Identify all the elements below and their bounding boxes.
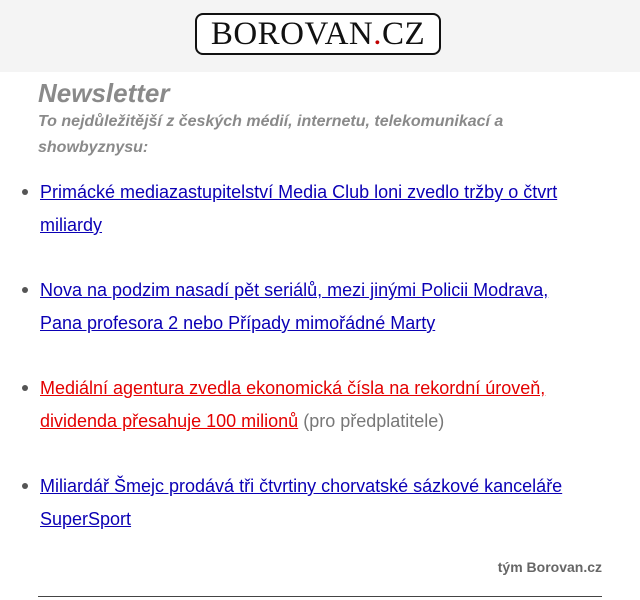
newsletter-title: Newsletter	[38, 78, 170, 108]
news-link-1[interactable]: Primácké mediazastupitelství Media Club loni zvedlo tržby o čtvrt miliardy	[40, 182, 558, 235]
bullet-icon	[22, 189, 28, 195]
list-item	[40, 176, 572, 242]
list-item	[40, 470, 572, 536]
news-link-4[interactable]: Miliardář Šmejc prodává tři čtvrtiny chorvatské sázkové kanceláře SuperSport	[40, 476, 563, 529]
logo-main: BOROVAN	[210, 15, 374, 52]
borovan-logo[interactable]	[195, 13, 441, 55]
bullet-icon	[22, 483, 28, 489]
list-item	[40, 274, 572, 340]
logo-tld: CZ	[382, 15, 426, 52]
newsletter-content	[38, 78, 602, 161]
bullet-icon	[22, 385, 28, 391]
bullet-icon	[22, 287, 28, 293]
logo-dot: .	[373, 15, 382, 52]
list-item	[40, 372, 572, 438]
subscriber-note: (pro předplatitele)	[303, 411, 445, 431]
header	[0, 0, 640, 72]
news-link-2[interactable]: Nova na podzim nasadí pět seriálů, mezi jinými Policii Modrava, Pana profesora 2 nebo Případy mimořádné Marty	[40, 280, 549, 333]
newsletter-subtitle: To nejdůležitější z českých médií, internetu, telekomunikací a showbyznysu:	[38, 113, 504, 156]
divider	[38, 596, 602, 597]
news-link-3[interactable]: Mediální agentura zvedla ekonomická čísla na rekordní úroveň, dividenda přesahuje 100 milionů	[40, 378, 546, 431]
signature: tým Borovan.cz	[497, 559, 602, 575]
